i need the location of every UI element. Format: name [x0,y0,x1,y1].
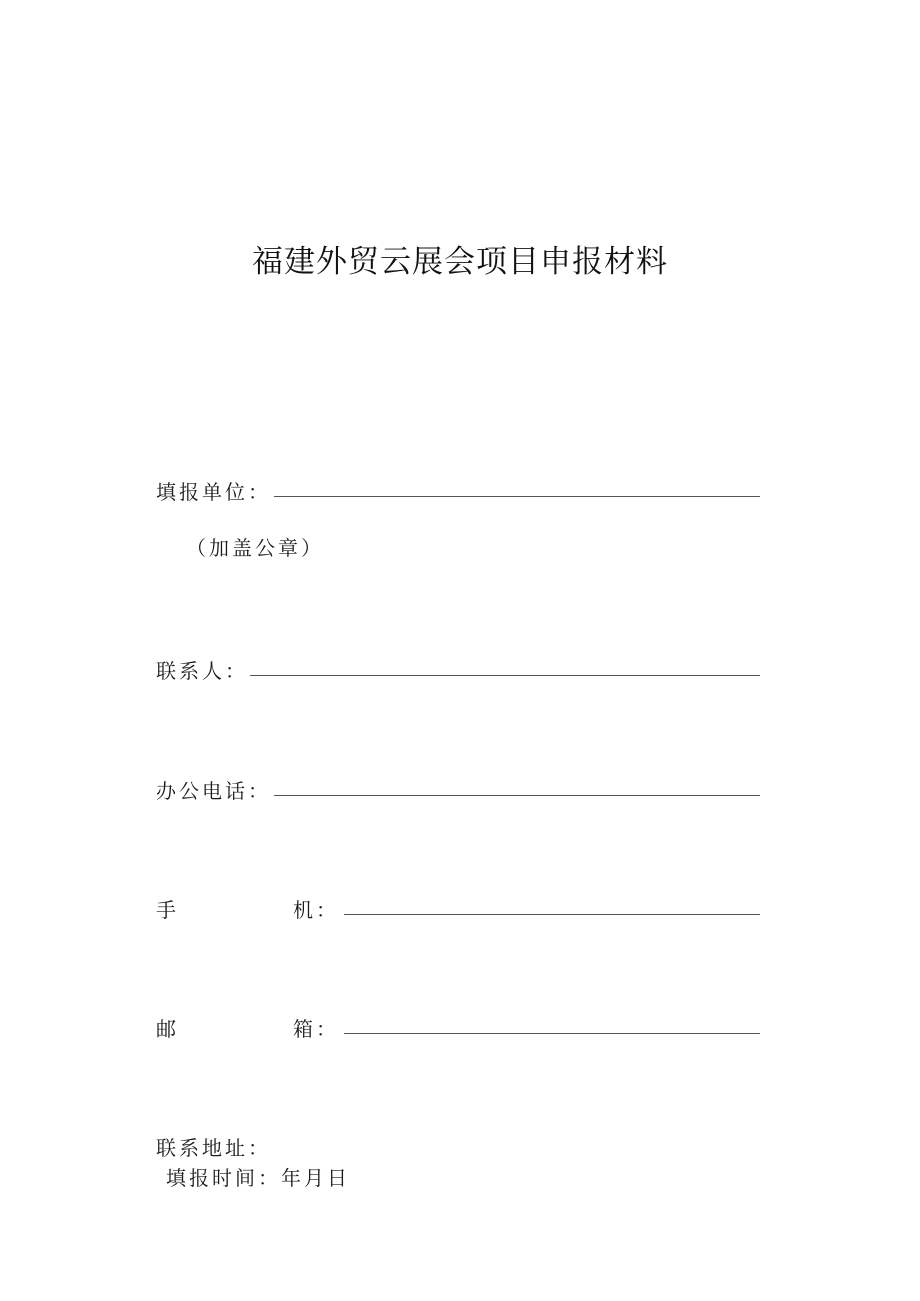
contact-label: 联系人： [156,659,248,683]
mobile-field[interactable] [344,914,760,915]
unit-label: 填报单位： [156,480,271,504]
contact-field[interactable] [250,675,760,676]
email-label-second: 箱： [293,1017,339,1041]
office-phone-field[interactable] [274,795,760,796]
document-title: 福建外贸云展会项目申报材料 [252,244,668,280]
email-field[interactable] [344,1033,760,1034]
date-label: 填报时间：年月日 [166,1166,350,1190]
email-label-first: 邮 [156,1017,179,1041]
unit-field[interactable] [274,496,760,497]
mobile-label-first: 手 [156,898,179,922]
seal-note: （加盖公章） [186,536,324,560]
address-label: 联系地址： [156,1136,271,1160]
office-phone-label: 办公电话： [156,779,271,803]
mobile-label-second: 机： [293,898,339,922]
